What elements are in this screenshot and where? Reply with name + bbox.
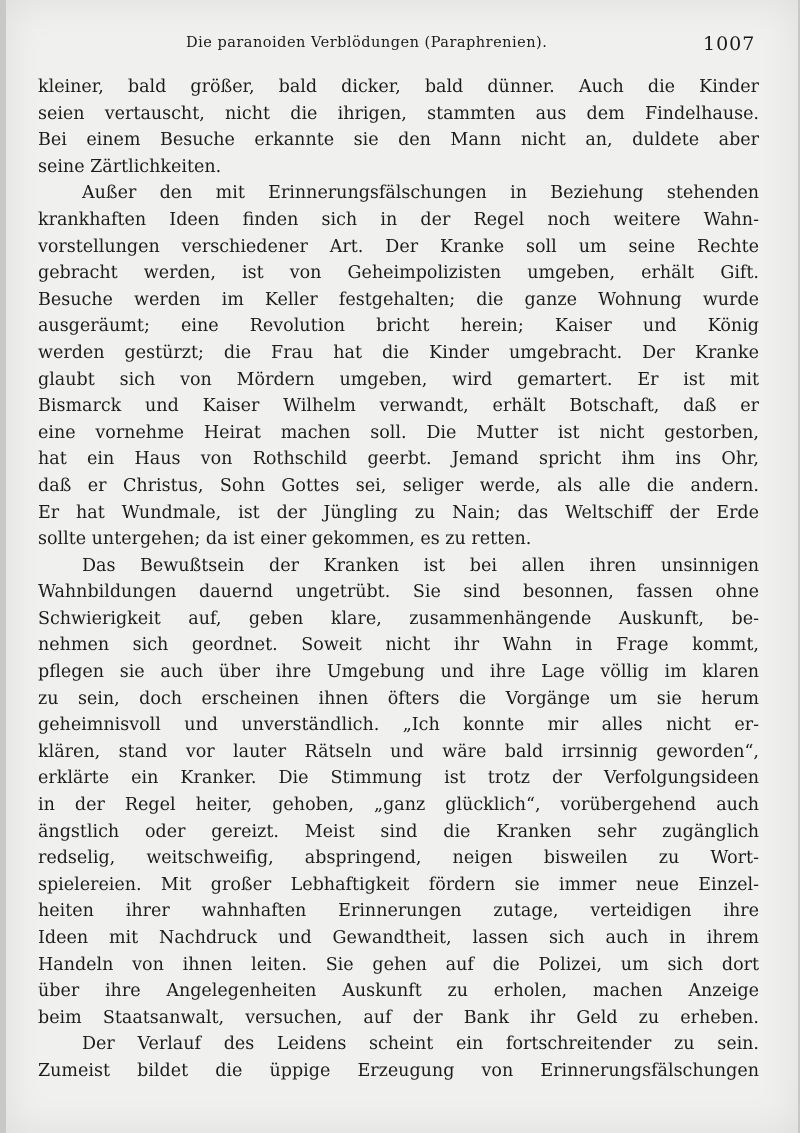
text-line: Bei einem Besuche erkannte sie den Mann nicht an, duldete aber [38,130,759,151]
text-line: zu sein, doch erscheinen ihnen öfters die Vorgänge um sie herum [38,688,759,709]
text-line: sollte untergehen; da ist einer gekommen, es zu retten. [38,529,532,550]
text-line: pflegen sie auch über ihre Umgebung und ihre Lage völlig im klaren [38,662,759,683]
text-line: nehmen sich geordnet. Soweit nicht ihr Wahn in Frage kommt, [38,635,759,656]
text-line: Wahnbildungen dauernd ungetrübt. Sie sind besonnen, fassen ohne [38,582,759,603]
text-line: Außer den mit Erinnerungsfälschungen in Beziehung stehenden [82,183,759,204]
text-line: ausgeräumt; eine Revolution bricht herein; Kaiser und König [38,316,759,337]
text-line: erklärte ein Kranker. Die Stimmung ist trotz der Verfolgungsideen [38,768,759,789]
text-line: Er hat Wundmale, ist der Jüngling zu Nain; das Weltschiff der Erde [38,502,759,523]
running-head: Die paranoiden Verblödungen (Paraphrenien). [186,35,548,51]
text-line: heiten ihrer wahnhaften Erinnerungen zutage, verteidigen ihre [38,901,759,922]
text-line: Ideen mit Nachdruck und Gewandtheit, lassen sich auch in ihrem [38,928,759,948]
text-line: eine vornehme Heirat machen soll. Die Mutter ist nicht gestorben, [38,422,759,443]
text-line: Handeln von ihnen leiten. Sie gehen auf die Polizei, um sich dort [38,954,759,975]
text-line: hat ein Haus von Rothschild geerbt. Jemand spricht ihm ins Ohr, [38,449,759,470]
text-line: beim Staatsanwalt, versuchen, auf der Bank ihr Geld zu erheben. [38,1007,759,1028]
text-line: Bismarck und Kaiser Wilhelm verwandt, erhält Botschaft, daß er [38,396,759,417]
text-line: geheimnisvoll und unverständlich. „Ich konnte mir alles nicht er- [38,715,759,736]
text-line: seine Zärtlichkeiten. [38,156,222,177]
page-number: 1007 [703,33,756,55]
text-line: über ihre Angelegenheiten Auskunft zu erholen, machen Anzeige [38,981,759,1002]
body-text [38,74,759,1085]
text-line: redselig, weitschweifig, abspringend, neigen bisweilen zu Wort- [38,848,759,869]
text-line: seien vertauscht, nicht die ihrigen, stammten aus dem Findelhause. [38,103,759,124]
text-line: glaubt sich von Mördern umgeben, wird gemartert. Er ist mit [38,369,759,390]
text-line: klären, stand vor lauter Rätseln und wäre bald irrsinnig geworden“, [38,741,759,762]
text-line: werden gestürzt; die Frau hat die Kinder umgebracht. Der Kranke [38,342,759,363]
text-line: vorstellungen verschiedener Art. Der Kranke soll um seine Rechte [38,236,759,257]
text-line: spielereien. Mit großer Lebhaftigkeit fördern sie immer neue Einzel- [38,874,759,895]
page-header [0,33,800,59]
text-line: daß er Christus, Sohn Gottes sei, seliger werde, als alle die andern. [38,475,759,496]
text-line: in der Regel heiter, gehoben, „ganz glücklich“, vorübergehend auch [38,795,759,816]
text-line: kleiner, bald größer, bald dicker, bald dünner. Auch die Kinder [38,77,759,97]
text-line: Zumeist bildet die üppige Erzeugung von Erinnerungsfälschungen [38,1060,759,1081]
text-line: gebracht werden, ist von Geheimpolizisten umgeben, erhält Gift. [38,263,759,284]
text-line: Der Verlauf des Leidens scheint ein fortschreitender zu sein. [82,1034,759,1055]
text-line: Schwierigkeit auf, geben klare, zusammenhängende Auskunft, be- [38,608,759,629]
text-line: ängstlich oder gereizt. Meist sind die Kranken sehr zugänglich [38,821,759,842]
text-line: Das Bewußtsein der Kranken ist bei allen ihren unsinnigen [82,555,759,576]
text-line: krankhaften Ideen finden sich in der Regel noch weitere Wahn- [38,209,759,230]
text-line: Besuche werden im Keller festgehalten; die ganze Wohnung wurde [38,289,759,310]
